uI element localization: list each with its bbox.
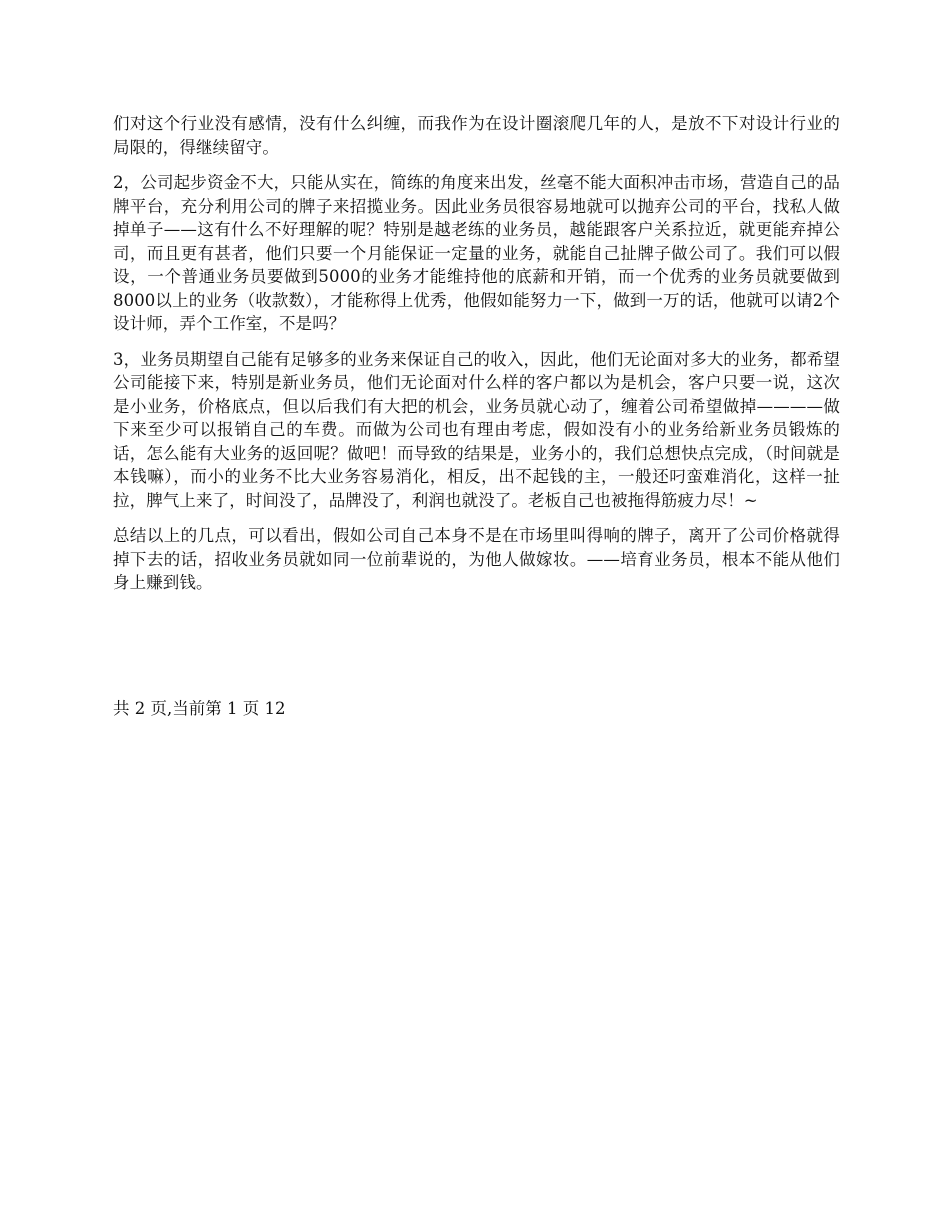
paragraph-4: 总结以上的几点，可以看出，假如公司自己本身不是在市场里叫得响的牌子，离开了公司价格就得掉下去的话，招收业务员就如同一位前辈说的，为他人做嫁妆。——培育业务员，根本不能从他们身上赚到钱。 bbox=[113, 526, 840, 592]
page-footer: 共 2 页,当前第 1 页 12 bbox=[113, 699, 286, 718]
paragraph-2: 2，公司起步资金不大，只能从实在，简练的角度来出发，丝毫不能大面积冲击市场，营造自己的品牌平台，充分利用公司的牌子来招揽业务。因此业务员很容易地就可以抛弃公司的平台，找私人做掉单子——这有什么不好理解的呢？特别是越老练的业务员，越能跟客户关系拉近，就更能弃掉公司，而且更有甚者，他们只要一个月能保证一定量的业务，就能自己扯牌子做公司了。我们可以假设，一个普通业务员要做到5000的业务才能维持他的底薪和开销，而一个优秀的业务员就要做到8000以上的业务（收款数），才能称得上优秀，他假如能努力一下，做到一万的话，他就可以请2个设计师，弄个工作室，不是吗？ bbox=[113, 173, 840, 333]
paragraph-1: 们对这个行业没有感情，没有什么纠缠，而我作为在设计圈滚爬几年的人，是放不下对设计行业的局限的，得继续留守。 bbox=[113, 114, 840, 157]
document-body bbox=[113, 112, 840, 607]
paragraph-3: 3，业务员期望自己能有足够多的业务来保证自己的收入，因此，他们无论面对多大的业务，都希望公司能接下来，特别是新业务员，他们无论面对什么样的客户都以为是机会，客户只要一说，这次是小业务，价格底点，但以后我们有大把的机会，业务员就心动了，缠着公司希望做掉————做下来至少可以报销自己的车费。而做为公司也有理由考虑，假如没有小的业务给新业务员锻炼的话，怎么能有大业务的返回呢？做吧！而导致的结果是，业务小的，我们总想快点完成，（时间就是本钱嘛），而小的业务不比大业务容易消化，相反，出不起钱的主，一般还叼蛮难消化，这样一扯拉，脾气上来了，时间没了，品牌没了，利润也就没了。老板自己也被拖得筋疲力尽！~ bbox=[113, 349, 840, 510]
